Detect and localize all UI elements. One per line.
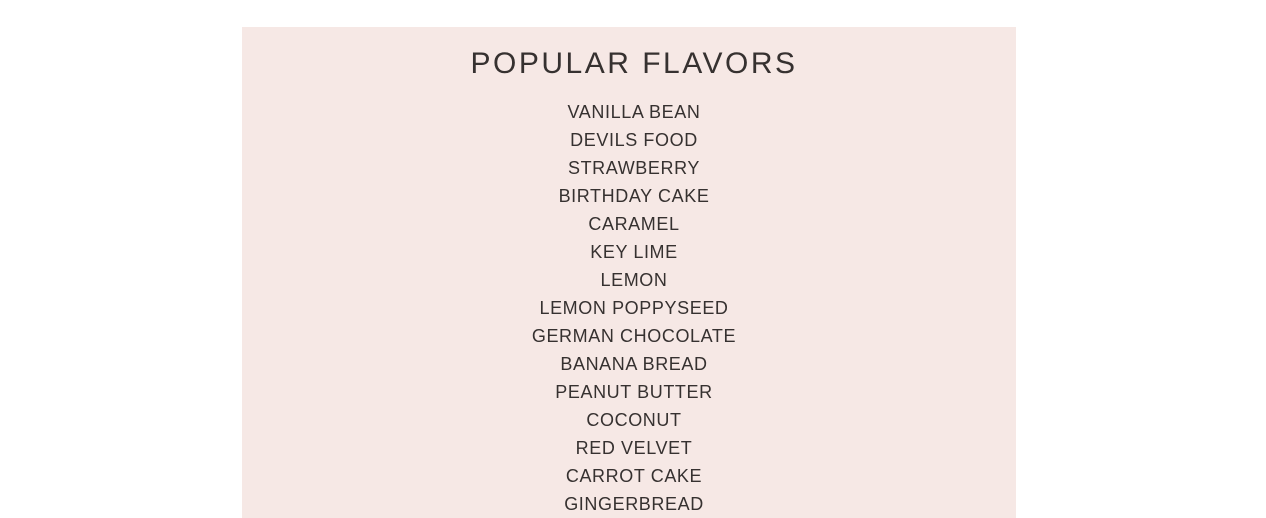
flavor-item: DEVILS FOOD [570, 130, 698, 150]
flavor-item: BIRTHDAY CAKE [558, 186, 710, 206]
flavor-item: COCONUT [586, 410, 682, 430]
flavor-item: GERMAN CHOCOLATE [531, 326, 737, 346]
flavor-item: GINGERBREAD [564, 494, 704, 514]
popular-flavors-panel [242, 27, 1016, 518]
flavor-item: KEY LIME [590, 242, 678, 262]
flavor-item: RED VELVET [575, 438, 693, 458]
flavor-item: VANILLA BEAN [567, 102, 701, 122]
flavor-item: STRAWBERRY [567, 158, 701, 178]
flavor-item: LEMON POPPYSEED [539, 298, 729, 318]
flavor-item: CARAMEL [588, 214, 680, 234]
flavor-list [247, 98, 1021, 518]
flavor-item: CARROT CAKE [565, 466, 703, 486]
flavor-item: LEMON [600, 270, 668, 290]
flavor-item: PEANUT BUTTER [555, 382, 713, 402]
section-title: POPULAR FLAVORS [470, 47, 798, 80]
panel-content [247, 27, 1021, 518]
flavor-item: BANANA BREAD [560, 354, 708, 374]
